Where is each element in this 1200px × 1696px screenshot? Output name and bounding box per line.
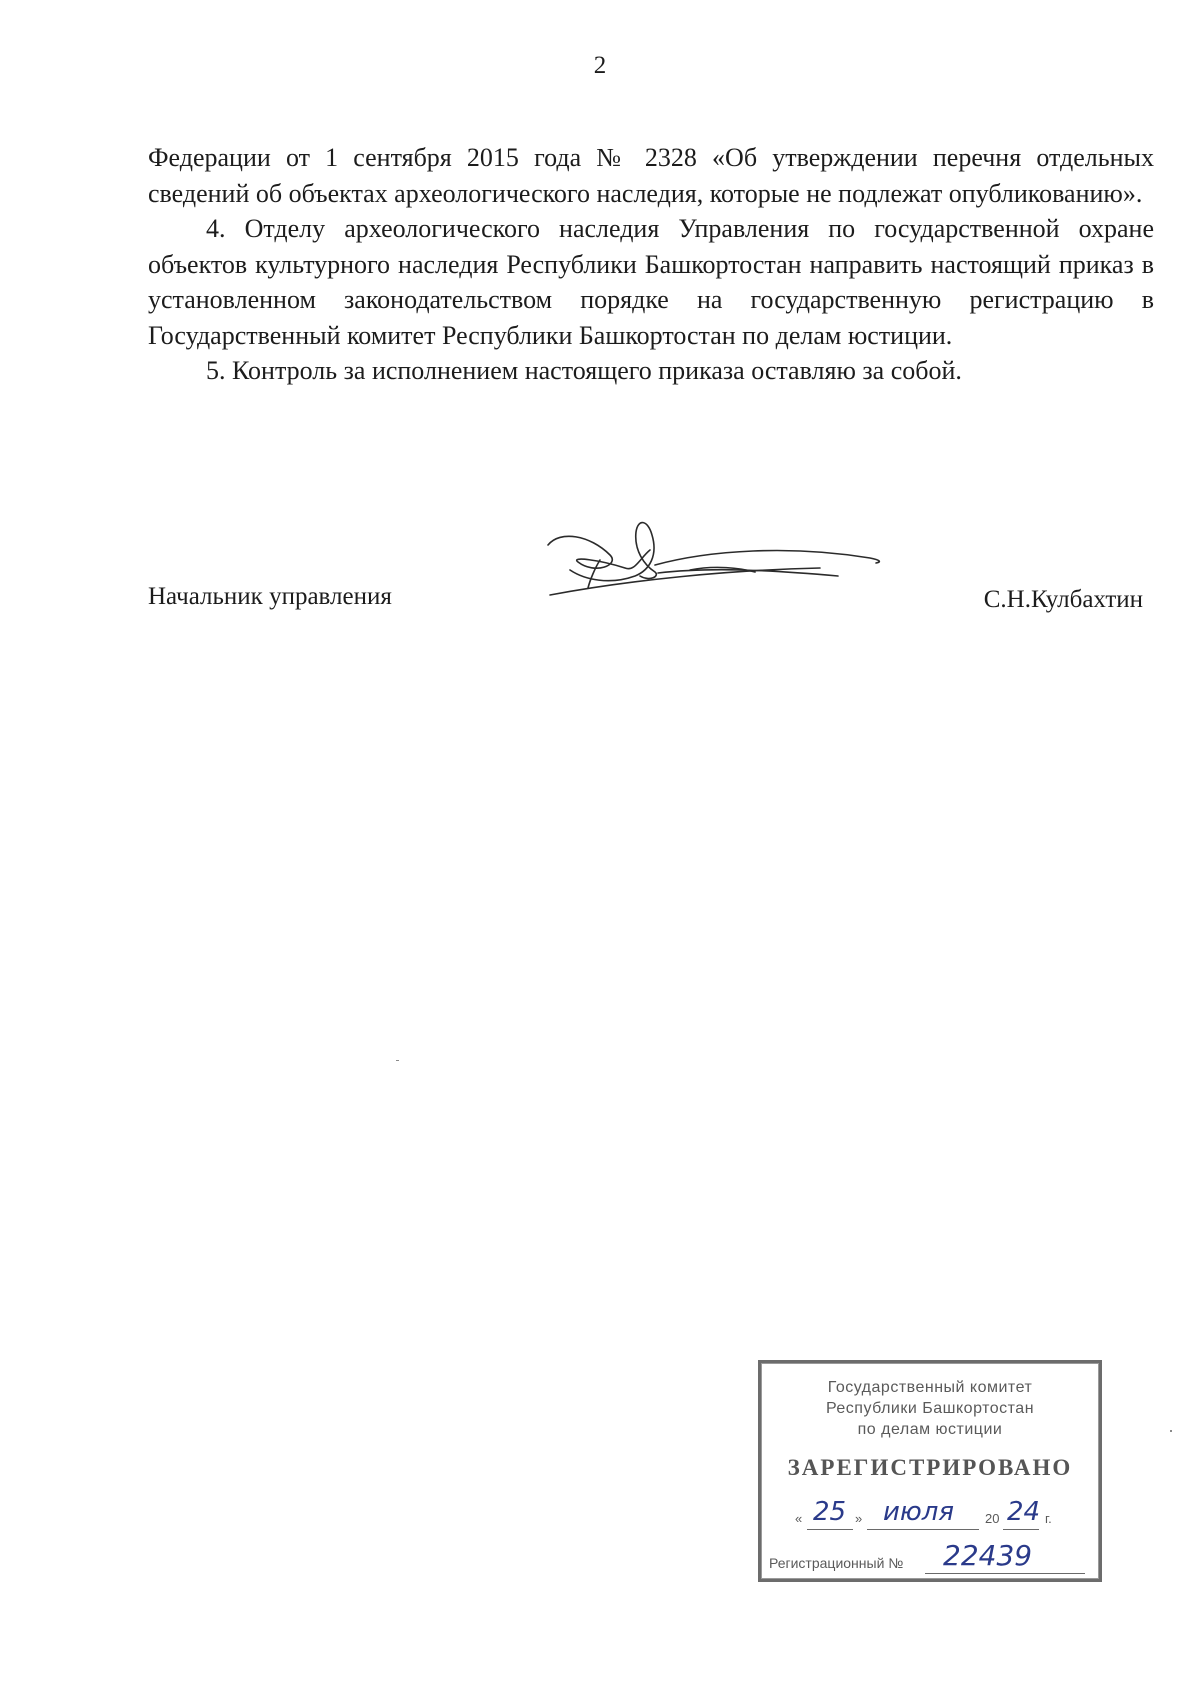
stamp-reg-number: 22439 — [943, 1539, 1033, 1572]
stamp-date — [795, 1499, 1085, 1533]
stamp-day: 25 — [813, 1497, 847, 1527]
registration-stamp — [758, 1360, 1102, 1582]
page-number: 2 — [593, 52, 607, 79]
underline — [807, 1529, 853, 1530]
paragraph-continuation: Федерации от 1 сентября 2015 года № 2328 «Об утверждении перечня отдельных сведений об объектах археологического наследия, которые не подлежат опубликованию». — [148, 143, 1154, 208]
stamp-year: 24 — [1007, 1497, 1041, 1527]
stamp-year-unit: г. — [1045, 1511, 1052, 1526]
handwritten-signature — [540, 510, 920, 640]
stamp-organization: Государственный комитет Республики Башкортостан по делам юстиции — [825, 1379, 1035, 1438]
stamp-status: ЗАРЕГИСТРИРОВАНО — [787, 1455, 1073, 1480]
stamp-quote-close: » — [855, 1511, 863, 1526]
underline — [1003, 1529, 1039, 1530]
stamp-quote-open: « — [795, 1511, 803, 1526]
underline — [925, 1573, 1085, 1574]
stamp-year-prefix: 20 — [985, 1511, 1000, 1526]
scan-artifact — [1170, 1430, 1172, 1432]
paragraph-item-5: 5. Контроль за исполнением настоящего приказа оставляю за собой. — [206, 356, 962, 385]
stamp-reg-label: Регистрационный № — [769, 1555, 904, 1571]
signatory-name: С.Н.Кулбахтин — [983, 586, 1143, 613]
paragraph-item-4: 4. Отделу археологического наследия Управления по государственной охране объектов культурного наследия Республики Башкортостан направить настоящий приказ в установленном законодательством порядке на государственную регистрацию в Государственный комитет Республики Башкортостан по делам юстиции. — [148, 214, 1154, 350]
scan-artifact — [396, 1060, 399, 1061]
stamp-registration-number — [769, 1539, 1089, 1577]
underline — [867, 1529, 979, 1530]
signatory-title: Начальник управления — [148, 583, 392, 610]
document-body — [148, 140, 1154, 389]
stamp-month: июля — [883, 1497, 955, 1527]
